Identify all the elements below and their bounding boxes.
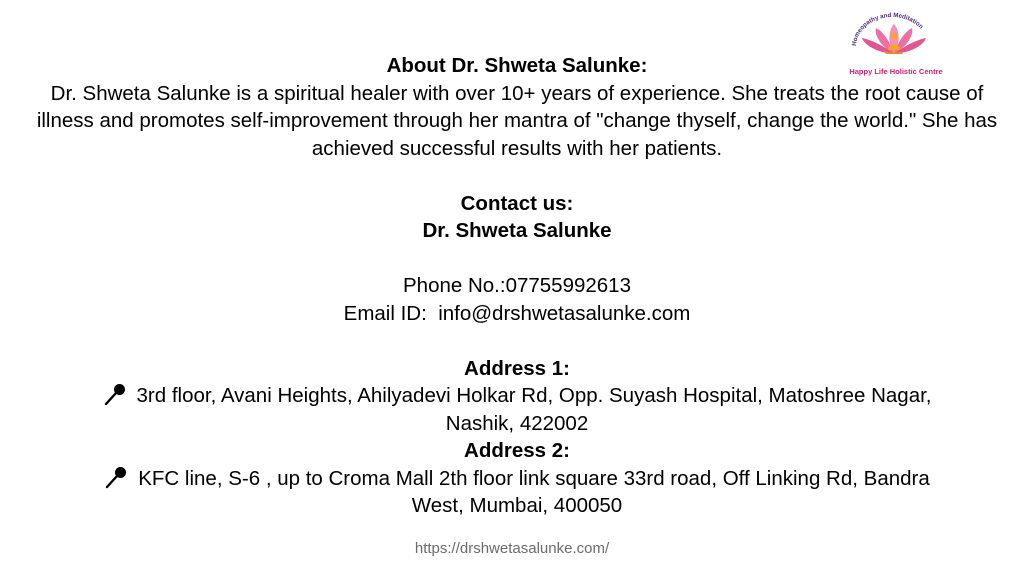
map-pin-icon: [103, 382, 127, 406]
main-content: [30, 52, 1004, 520]
address-1-line1: 3rd floor, Avani Heights, Ahilyadevi Holkar Rd, Opp. Suyash Hospital, Matoshree Nagar,: [136, 384, 932, 407]
address-2-heading: Address 2:: [464, 439, 570, 462]
contact-email: Email ID: info@drshwetasalunke.com: [343, 301, 691, 325]
address-1-heading: Address 1:: [464, 356, 570, 380]
map-pin-icon: [104, 465, 128, 489]
address-2-line2: West, Mumbai, 400050: [411, 494, 623, 517]
logo-arc-text: Homeopathy and Meditation: [850, 11, 925, 47]
about-heading: About Dr. Shweta Salunke:: [386, 54, 648, 77]
footer-url-link[interactable]: https://drshwetasalunke.com/: [414, 540, 610, 557]
about-body: Dr. Shweta Salunke is a spiritual healer with over 10+ years of experience. She treats the root cause of illness and promotes self-improvement through her mantra of "change thyself, change the world." She has achieved successful results with her patients.: [36, 81, 998, 160]
address-2-line1: KFC line, S-6 , up to Croma Mall 2th floor link square 33rd road, Off Linking Rd, Bandra: [138, 466, 930, 490]
address-1: [30, 382, 1004, 410]
contact-heading: Contact us:: [460, 191, 574, 215]
contact-name: Dr. Shweta Salunke: [422, 219, 612, 242]
address-1-line2: Nashik, 422002: [445, 411, 589, 435]
contact-phone: Phone No.:07755992613: [403, 274, 631, 297]
address-2: [30, 465, 1004, 493]
logo-name: Happy Life Holistic Centre: [849, 67, 943, 76]
